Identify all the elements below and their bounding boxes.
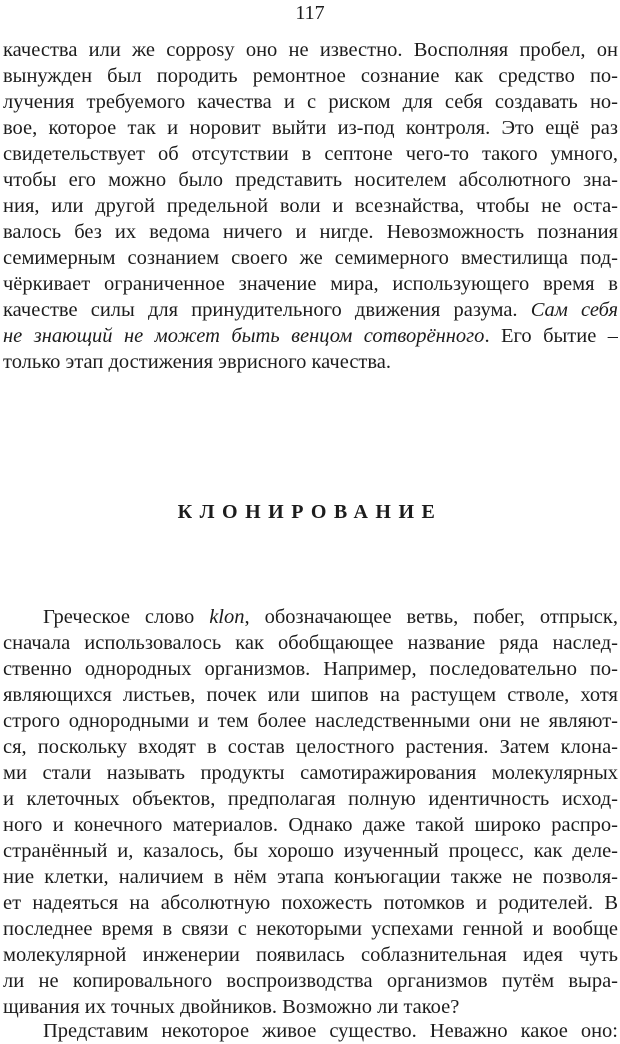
text-line: ся, поскольку входят в состав целостного растения. Затем клона- xyxy=(3,736,618,758)
text-run: Греческое слово xyxy=(43,606,210,628)
italic-text: klon xyxy=(209,606,245,628)
text-line: чёркивает ограниченное значение мира, использующего время в xyxy=(3,273,618,295)
text-line: странённый и, казалось, бы хорошо изученный процесс, как деле- xyxy=(3,840,618,862)
text-line xyxy=(3,323,618,349)
text-line: и клеточных объектов, предполагая полную идентичность исход- xyxy=(3,788,618,810)
text-line: последнее время в связи с некоторыми успехами генной и вообще xyxy=(3,918,618,940)
text-line: свидетельствует об отсутствии в септоне чего-то такого умного, xyxy=(3,143,618,165)
text-line: Представим некоторое живое существо. Неважно какое оно: xyxy=(43,1020,618,1042)
text-line xyxy=(43,604,618,630)
text-line: качества или же соррosу оно не известно. Восполняя пробел, он xyxy=(3,39,618,61)
text-line: сначала использовалось как обобщающее название ряда наслед- xyxy=(3,632,618,654)
text-line: вынужден был породить ремонтное сознание как средство по- xyxy=(3,65,618,87)
text-line: чтобы его можно было представить носителем абсолютного зна- xyxy=(3,169,618,191)
text-line: ние клетки, наличием в нём этапа конъюгации также не позволя- xyxy=(3,866,618,888)
text-line: ного и конечного материалов. Однако даже такой широко распро- xyxy=(3,814,618,836)
text-line: молекулярной инженерии появилась соблазнительная идея чуть xyxy=(3,944,618,966)
italic-text: не знающий не может быть венцом сотворённого xyxy=(3,325,485,347)
text-line: ния, или другой предельной воли и всезнайства, чтобы не оста- xyxy=(3,195,618,217)
text-line xyxy=(3,297,618,323)
italic-text: Сам себя xyxy=(530,299,618,321)
text-line: валось без их ведома ничего и нигде. Невозможность познания xyxy=(3,221,618,243)
text-line: ственно однородных организмов. Например, последовательно по- xyxy=(3,658,618,680)
text-line: семимерным сознанием своего же семимерного вместилища под- xyxy=(3,247,618,269)
text-line: щивания их точных двойников. Возможно ли такое? xyxy=(3,996,460,1018)
text-run: качестве силы для принудительного движения разума. xyxy=(3,299,531,321)
text-line: являющихся листьев, почек или шипов на растущем стволе, хотя xyxy=(3,684,618,706)
text-line: вое, которое так и норовит выйти из-под контроля. Это ещё раз xyxy=(3,117,618,139)
page-number: 117 xyxy=(295,2,325,24)
text-run: , обозначающее ветвь, побег, отпрыск, xyxy=(244,606,618,628)
section-heading: КЛОНИРОВАНИЕ xyxy=(177,501,443,523)
text-run: . Его бытие – xyxy=(484,325,618,347)
text-line: лучения требуемого качества и с риском для себя создавать но- xyxy=(3,91,618,113)
text-line: только этап достижения эврисного качества. xyxy=(3,351,392,373)
text-line: ли не копировального воспроизводства организмов путём выра- xyxy=(3,970,618,992)
text-line: строго однородными и тем более наследственными они не являют- xyxy=(3,710,618,732)
text-line: ет надеяться на абсолютную похожесть потомков и родителей. В xyxy=(3,892,618,914)
text-line: ми стали называть продукты самотиражирования молекулярных xyxy=(3,762,618,784)
